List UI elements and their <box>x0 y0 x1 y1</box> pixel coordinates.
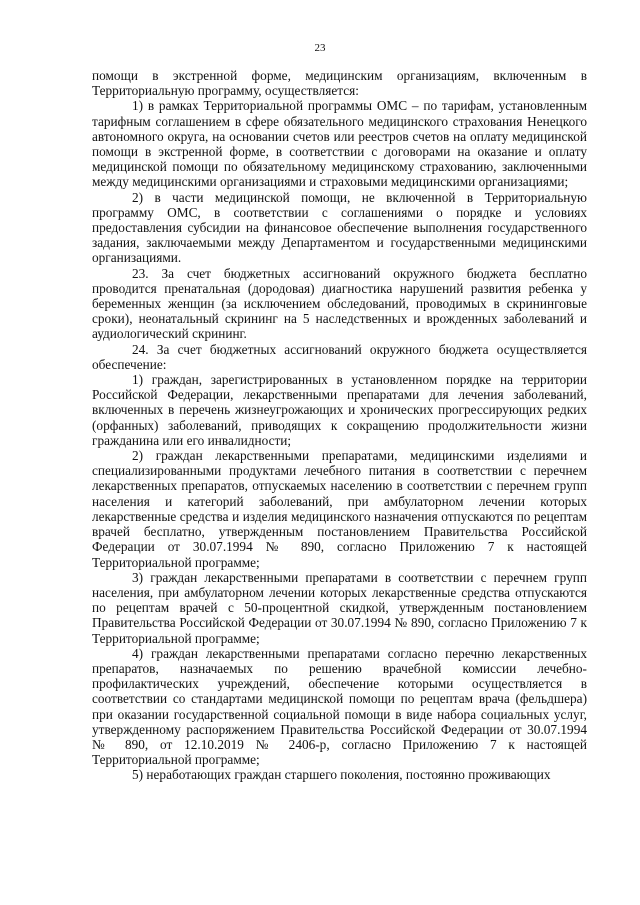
paragraph-item-1-oms: 1) в рамках Территориальной программы ОМС – по тарифам, установленным тарифным соглашением в сфере обязательного медицинского страхования Ненецкого автономного округа, на основании счетов или реестров счетов на оплату медицинской помощи в экстренной форме, в соответствии с договорами на оказание и оплату медицинской помощи по обязательному медицинскому страхованию, заключенными между медицинскими организациями и страховыми медицинскими организациями; <box>92 98 587 190</box>
paragraph-section-24-item-3: 3) граждан лекарственными препаратами в соответствии с перечнем групп населения, при амбулаторном лечении которых лекарственные средства отпускаются по рецептам врачей с 50-процентной скидкой, утвержденным постановлением Правительства Российской Федерации от 30.07.1994 № 890, согласно Приложению 7 к Территориальной программе; <box>92 569 587 646</box>
document-body <box>92 68 587 783</box>
paragraph-section-24-item-1: 1) граждан, зарегистрированных в установленном порядке на территории Российской Федерации, лекарственными препаратами для лечения заболеваний, включенных в перечень жизнеугрожающих и хронических прогрессирующих редких (орфанных) заболеваний, приводящих к сокращению продолжительности жизни гражданина или его инвалидности; <box>92 372 587 448</box>
paragraph-section-24-item-2: 2) граждан лекарственными препаратами, медицинскими изделиями и специализированными продуктами лечебного питания в соответствии с перечнем лекарственных препаратов, отпускаемых населению в соответствии с перечнем групп населения и категорий заболеваний, при амбулаторном лечении которых лекарственные средства и изделия медицинского назначения отпускаются по рецептам врачей бесплатно, утвержденным постановлением Правительства Российской Федерации от 30.07.1994 № 890, согласно Приложению 7 к настоящей Территориальной программе; <box>92 448 587 570</box>
page-number: 23 <box>314 42 326 54</box>
paragraph-section-24: 24. За счет бюджетных ассигнований окружного бюджета осуществляется обеспечение: <box>92 341 587 372</box>
paragraph-section-24-item-4: 4) граждан лекарственными препаратами согласно перечню лекарственных препаратов, назначаемых по решению врачебной комиссии лечебно-профилактических учреждений, обеспечение которыми осуществляется в соответствии со стандартами медицинской помощи по рецептам врача (фельдшера) при оказании государственной социальной помощи в виде набора социальных услуг, утвержденному распоряжением Правительства Российской Федерации от 30.07.1994 № 890, от 12.10.2019 № 2406-р, согласно Приложению 7 к настоящей Территориальной программе; <box>92 645 587 768</box>
paragraph-continuation: помощи в экстренной форме, медицинским организациям, включенным в Территориальную программу, осуществляется: <box>92 68 587 99</box>
paragraph-item-2-subsidy: 2) в части медицинской помощи, не включенной в Территориальную программу ОМС, в соответствии с соглашениями о порядке и условиях предоставления субсидии на финансовое обеспечение выполнения государственного задания, заключаемыми между Департаментом и государственными медицинскими организациями. <box>92 189 587 266</box>
paragraph-section-24-item-5: 5) неработающих граждан старшего поколения, постоянно проживающих <box>132 767 551 783</box>
paragraph-section-23: 23. За счет бюджетных ассигнований окружного бюджета бесплатно проводится пренатальная (дородовая) диагностика нарушений развития ребенка у беременных женщин (за исключением обследований, проводимых в скрининговые сроки), неонатальный скрининг на 5 наследственных и врожденных заболеваний и аудиологический скрининг. <box>92 265 587 342</box>
